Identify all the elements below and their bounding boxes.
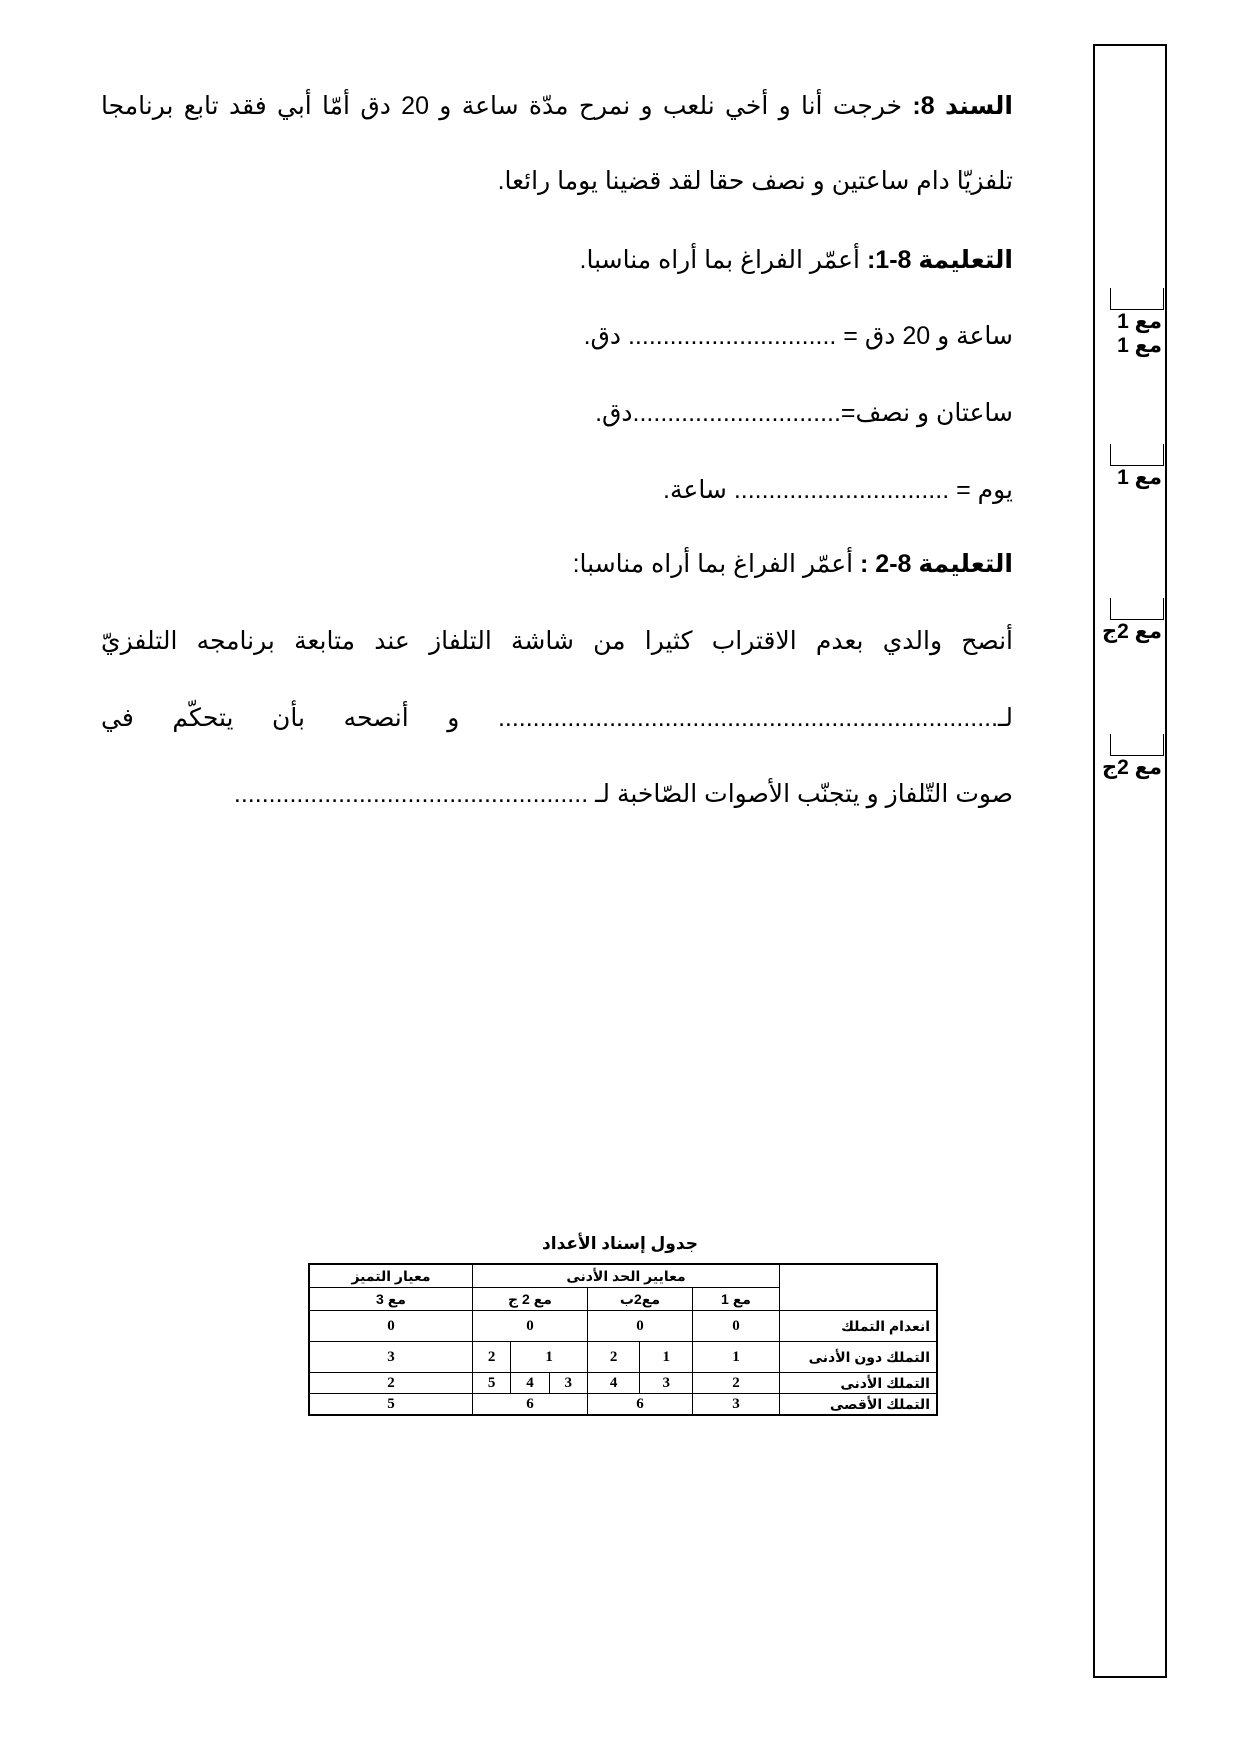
- score-cell: 3: [693, 1394, 780, 1416]
- score-cell: 3: [309, 1342, 473, 1373]
- score-box: [1110, 288, 1164, 310]
- score-cell: 0: [693, 1311, 780, 1342]
- instruction-2-text: أعمّر الفراغ بما أراه مناسبا:: [572, 550, 854, 578]
- table-row: [309, 1394, 937, 1416]
- instruction-2-label: التعليمة 8-2 :: [860, 550, 1013, 578]
- exercise-2-line: صوت التّلفاز و يتجنّب الأصوات الصّاخبة لـ ...................................................: [233, 780, 1013, 808]
- criterion-header: مع 2 ج: [473, 1288, 588, 1311]
- score-cell: 3: [640, 1373, 693, 1394]
- score-cell: 3: [549, 1373, 587, 1394]
- score-box: [1110, 444, 1164, 466]
- criterion-label: مع 2ج: [1101, 620, 1162, 643]
- exercise-1-item: يوم = ............................... ساعة.: [663, 476, 1013, 504]
- grading-table-title: جدول إسناد الأعداد: [542, 1234, 698, 1253]
- score-cell: 2: [693, 1373, 780, 1394]
- sanad-text-2: تلفزيّا دام ساعتين و نصف حقا لقد قضينا يوما رائعا.: [497, 167, 1013, 195]
- sanad-line-1: [101, 90, 1013, 122]
- table-row: [309, 1373, 937, 1394]
- exercise-1-item: ساعتان و نصف=..............................دق.: [595, 399, 1013, 427]
- score-cell: 1: [511, 1342, 588, 1373]
- criterion-label: مع 1: [1117, 310, 1162, 333]
- criterion-marker: [1101, 734, 1164, 780]
- score-cell: 5: [473, 1373, 511, 1394]
- exercise-1-item: ساعة و 20 دق = .............................. دق.: [583, 322, 1013, 350]
- score-cell: 0: [309, 1311, 473, 1342]
- score-cell: 5: [309, 1394, 473, 1416]
- score-cell: 0: [473, 1311, 588, 1342]
- score-cell: 6: [587, 1394, 692, 1416]
- exercise-2-line: أنصح والدي بعدم الاقتراب كثيرا من شاشة التلفاز عند متابعة برنامجه التلفزيّ: [101, 627, 1013, 655]
- header-min-criteria: معايير الحد الأدنى: [473, 1264, 780, 1288]
- table-row: [309, 1311, 937, 1342]
- score-cell: 0: [587, 1311, 692, 1342]
- criterion-header: مع2ب: [587, 1288, 692, 1311]
- score-cell: 1: [693, 1342, 780, 1373]
- row-label: التملك دون الأدنى: [780, 1342, 938, 1373]
- criterion-label: مع 1: [1117, 334, 1162, 357]
- criterion-marker: [1106, 444, 1164, 490]
- score-cell: 4: [587, 1373, 640, 1394]
- row-label: التملك الأدنى: [780, 1373, 938, 1394]
- header-excellence: معيار التميز: [309, 1264, 473, 1288]
- instruction-1-label: التعليمة 8-1:: [866, 246, 1013, 274]
- grading-table: [308, 1263, 938, 1416]
- row-label: انعدام التملك: [780, 1311, 938, 1342]
- criterion-marker: [1106, 288, 1164, 358]
- row-label: التملك الأقصى: [780, 1394, 938, 1416]
- score-cell: 2: [473, 1342, 511, 1373]
- table-row: [309, 1342, 937, 1373]
- criterion-label: مع 1: [1117, 466, 1162, 489]
- score-cell: 6: [473, 1394, 588, 1416]
- score-cell: 2: [309, 1373, 473, 1394]
- score-cell: 2: [587, 1342, 640, 1373]
- criterion-label: مع 2ج: [1101, 756, 1162, 779]
- exercise-2-line: لـ........................................................................ و أنصحه بأن يتحكّم في: [101, 704, 1013, 732]
- score-box: [1110, 734, 1164, 756]
- corner-cell: [780, 1264, 938, 1311]
- criterion-header: مع 3: [309, 1288, 473, 1311]
- sanad-label: السند 8:: [912, 92, 1013, 120]
- score-cell: 4: [511, 1373, 549, 1394]
- score-box: [1110, 598, 1164, 620]
- instruction-1-text: أعمّر الفراغ بما أراه مناسبا.: [579, 246, 861, 274]
- instruction-1: [580, 244, 1013, 276]
- sanad-text-1: خرجت أنا و أخي نلعب و نمرح مدّة ساعة و 20 دق أمّا أبي فقد تابع برنامجا: [101, 92, 903, 120]
- criterion-marker: [1101, 598, 1164, 644]
- instruction-2: [573, 548, 1013, 580]
- criterion-header: مع 1: [693, 1288, 780, 1311]
- score-cell: 1: [640, 1342, 693, 1373]
